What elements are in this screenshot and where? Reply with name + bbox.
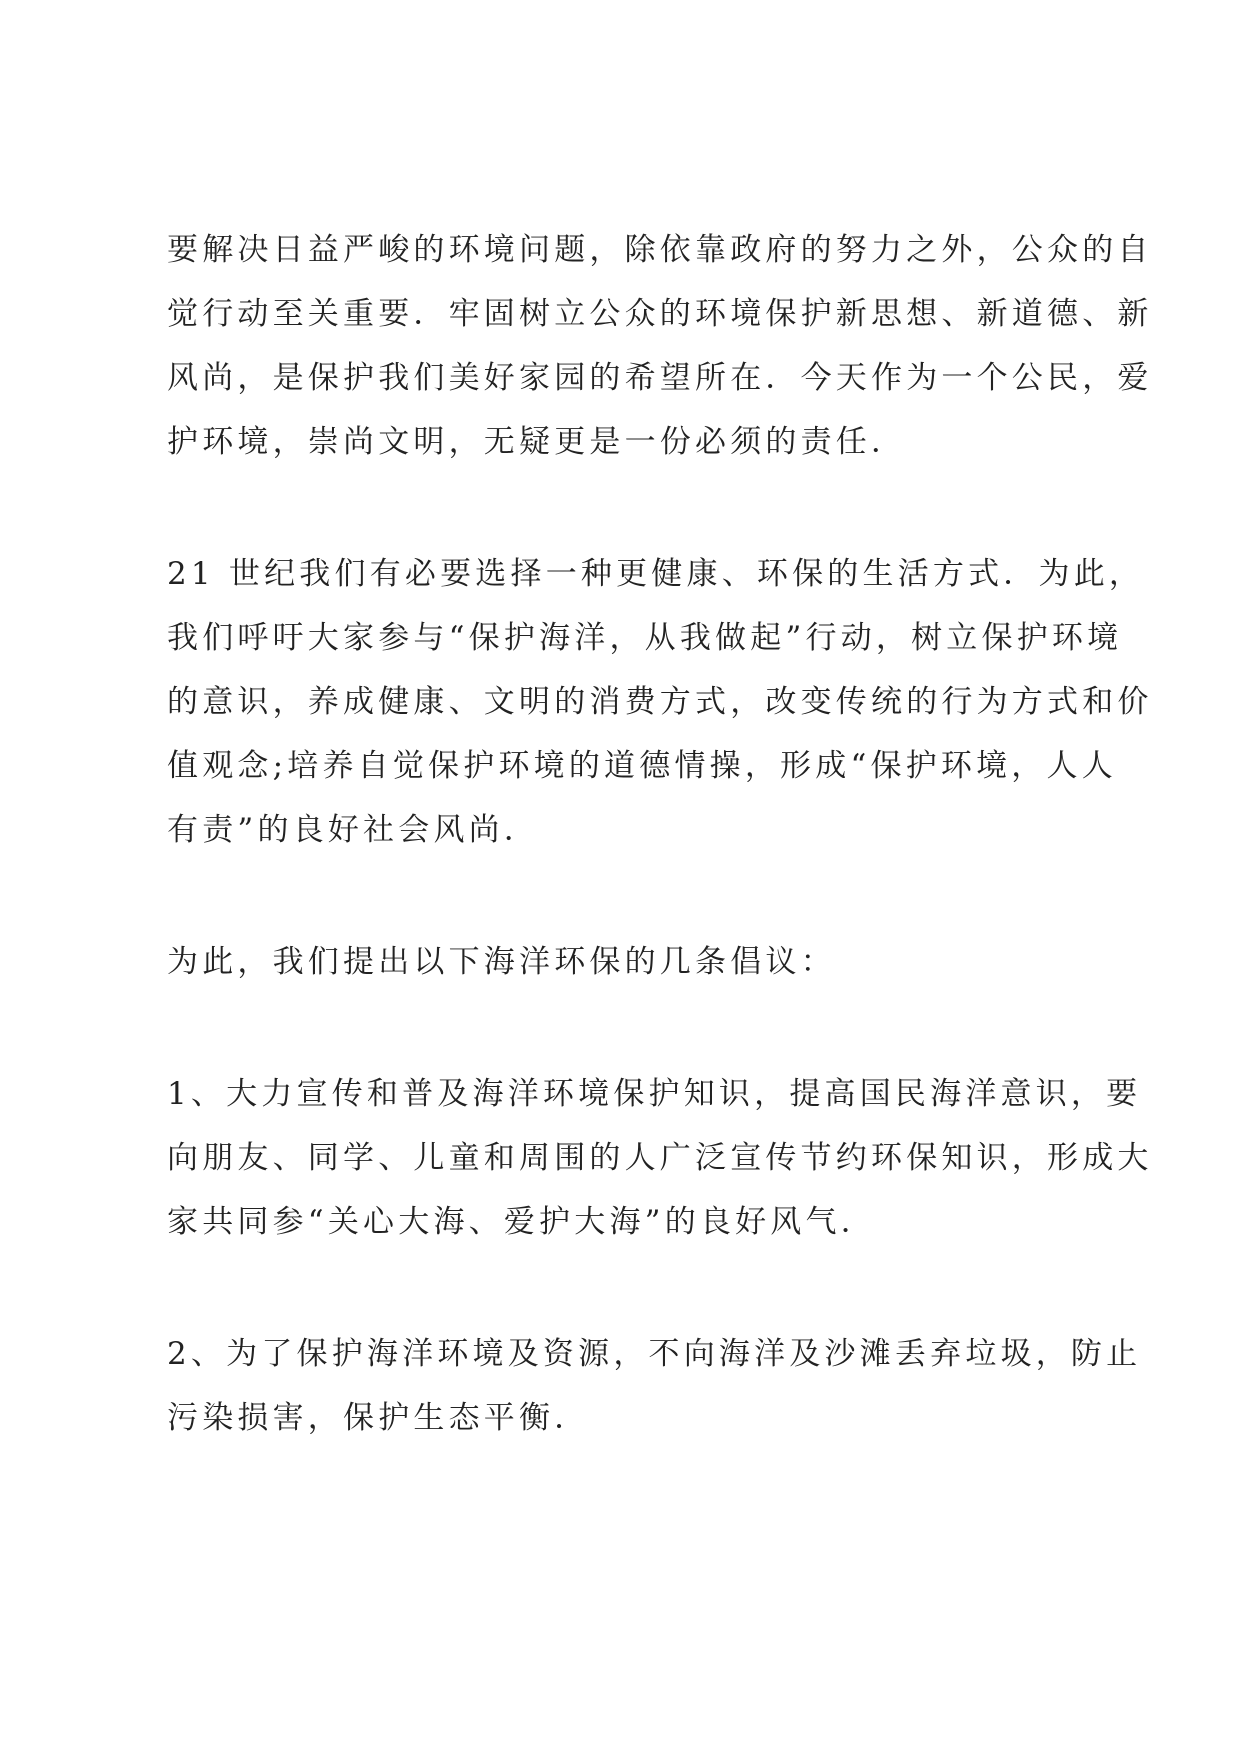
paragraph-2-line-4: 值观念;培养自觉保护环境的道德情操，形成“保护环境，人人	[167, 748, 1117, 784]
paragraph-5-line-1: 2、为了保护海洋环境及资源，不向海洋及沙滩丢弃垃圾，防止	[167, 1336, 1142, 1372]
paragraph-2-line-3: 的意识，养成健康、文明的消费方式，改变传统的行为方式和价	[167, 684, 1153, 720]
paragraph-4-line-3: 家共同参“关心大海、爱护大海”的良好风气．	[167, 1204, 876, 1240]
paragraph-4-line-1: 1、大力宣传和普及海洋环境保护知识，提高国民海洋意识，要	[167, 1076, 1142, 1112]
paragraph-2-line-2: 我们呼吁大家参与“保护海洋，从我做起”行动，树立保护环境	[167, 620, 1123, 656]
paragraph-2-line-5: 有责”的良好社会风尚．	[167, 812, 540, 848]
paragraph-1-line-1: 要解决日益严峻的环境问题，除依靠政府的努力之外，公众的自	[167, 232, 1153, 268]
paragraph-1-line-3: 风尚，是保护我们美好家园的希望所在．今天作为一个公民，爱	[167, 360, 1153, 396]
paragraph-1-line-4: 护环境，崇尚文明，无疑更是一份必须的责任．	[167, 424, 907, 460]
paragraph-5-line-2: 污染损害，保护生态平衡．	[167, 1400, 590, 1436]
paragraph-2-line-1: 21 世纪我们有必要选择一种更健康、环保的生活方式．为此，	[167, 556, 1145, 592]
paragraph-4-line-2: 向朋友、同学、儿童和周围的人广泛宣传节约环保知识，形成大	[167, 1140, 1153, 1176]
paragraph-3-line-1: 为此，我们提出以下海洋环保的几条倡议：	[167, 944, 836, 980]
paragraph-1-line-2: 觉行动至关重要．牢固树立公众的环境保护新思想、新道德、新	[167, 296, 1153, 332]
